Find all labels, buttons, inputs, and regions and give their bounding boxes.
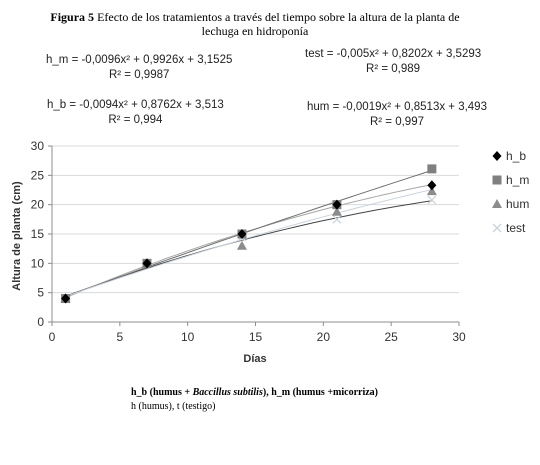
caption-part-a: h_b (humus + — [131, 387, 193, 398]
legend-marker-h-m — [493, 176, 502, 185]
y-tick-labels — [31, 139, 52, 329]
equation-h-b-formula: h_b = -0,0094x² + 0,8762x + 3,513 — [47, 99, 224, 111]
y-tick-label: 25 — [30, 168, 44, 183]
legend-marker-test — [493, 224, 501, 232]
figure-label: Figura 5 — [50, 10, 95, 24]
trendline-test — [66, 190, 432, 297]
equation-h-b-r2: R² = 0,994 — [108, 114, 163, 126]
data-point-test — [333, 215, 341, 223]
x-axis-label: Días — [243, 353, 267, 365]
y-tick-label: 5 — [37, 285, 44, 300]
data-point-h-b — [427, 180, 436, 190]
x-tick-label: 15 — [248, 330, 263, 344]
equation-h-m-r2: R² = 0,9987 — [108, 69, 170, 81]
figure-title-text: Efecto de los tratamientos a través del tiempo sobre la altura de la planta de lechuga en hidroponía — [97, 10, 460, 38]
x-tick-label: 20 — [316, 330, 331, 344]
caption-part-b: Baccillus subtilis — [192, 387, 263, 398]
equation-h-m-formula: h_m = -0,0096x² + 0,9926x + 3,1525 — [46, 54, 233, 66]
grid — [52, 146, 459, 293]
x-tick-label: 0 — [48, 330, 56, 344]
x-tick-labels — [49, 322, 466, 344]
legend-item-hum — [492, 197, 529, 211]
equation-hum-r2: R² = 0,997 — [369, 116, 424, 128]
legend — [492, 149, 529, 235]
caption-line-2: h (humus), t (testigo) — [131, 401, 216, 412]
y-axis-label: Altura de planta (cm) — [11, 181, 23, 291]
y-tick-label: 20 — [30, 197, 44, 212]
equation-hum-formula: hum = -0,0019x² + 0,8513x + 3,493 — [307, 101, 487, 113]
x-tick-label: 25 — [384, 330, 398, 344]
x-tick-label: 10 — [180, 330, 195, 344]
caption-part-c: ), h_m (humus +micorriza) — [262, 387, 378, 398]
x-tick-label: 30 — [452, 330, 466, 344]
legend-item-test — [493, 221, 526, 235]
y-tick-label: 15 — [30, 227, 44, 241]
y-tick-label: 30 — [30, 139, 44, 153]
data-point-test — [428, 196, 436, 204]
legend-label: test — [506, 221, 526, 235]
x-tick-label: 5 — [116, 330, 124, 344]
legend-label: hum — [506, 197, 530, 211]
data-point-h-m — [427, 164, 436, 173]
legend-item-h-b — [493, 149, 527, 163]
legend-label: h_b — [506, 149, 527, 163]
legend-marker-h-b — [493, 151, 502, 161]
y-tick-label: 0 — [37, 315, 44, 329]
legend-label: h_m — [506, 173, 530, 187]
trendline-h-m — [66, 185, 432, 298]
legend-item-h-m — [493, 173, 530, 187]
data-point-hum — [237, 241, 247, 250]
trendline-h-b — [66, 201, 432, 297]
y-tick-label: 10 — [30, 256, 44, 271]
legend-marker-hum — [492, 199, 502, 208]
equation-test-r2: R² = 0,989 — [366, 63, 421, 75]
caption-line-1 — [131, 386, 378, 399]
equation-test-formula: test = -0,005x² + 0,8202x + 3,5293 — [305, 48, 482, 60]
